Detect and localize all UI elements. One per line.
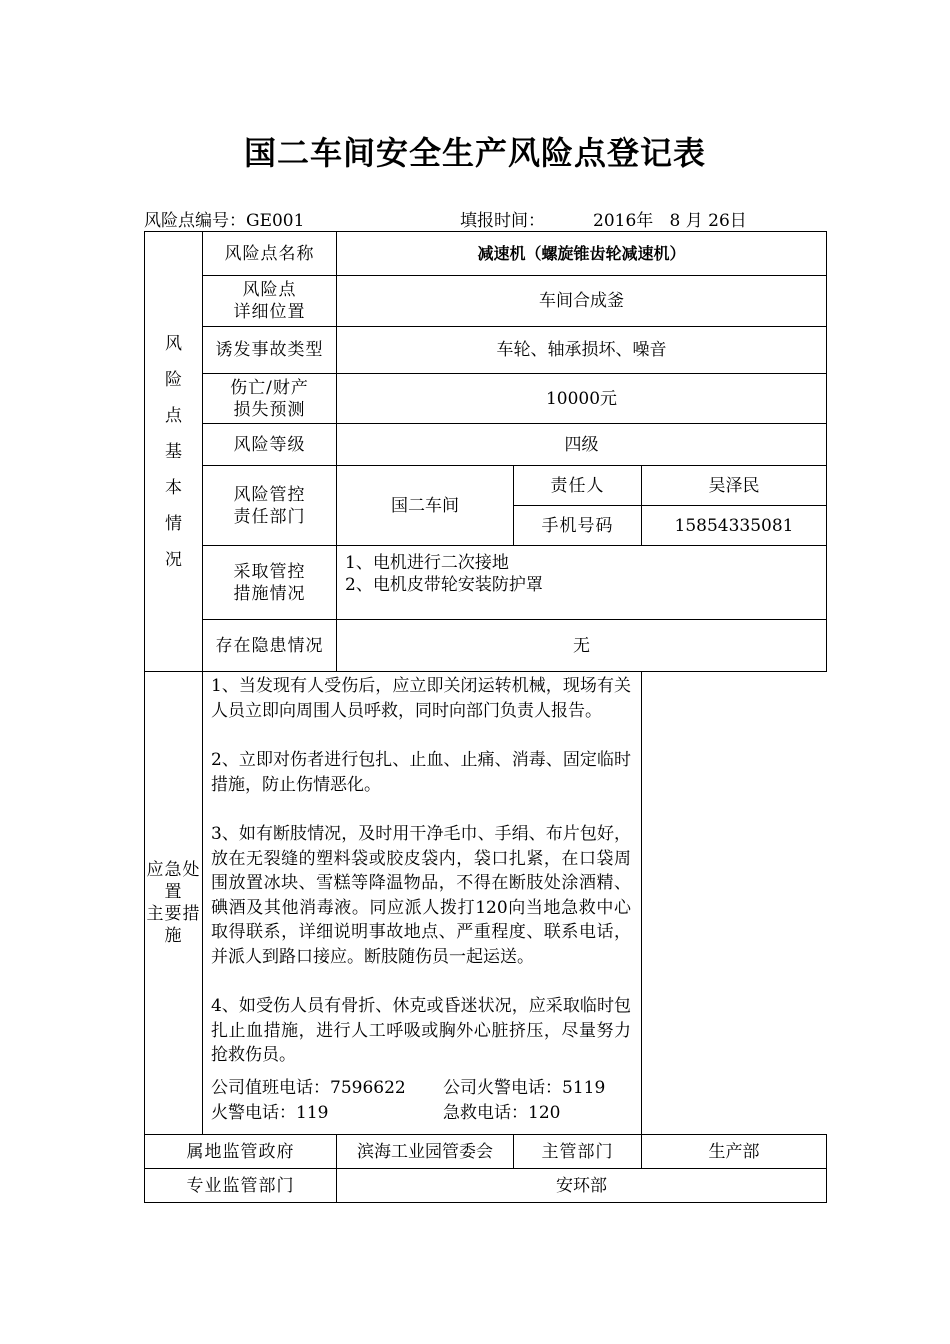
phone-label: 手机号码 (514, 506, 642, 546)
row-loss (145, 374, 827, 424)
dept-label: 风险管控 责任部门 (203, 466, 337, 546)
emergency-phones (211, 1076, 631, 1126)
accident-type-value: 车轮、轴承损坏、噪音 (337, 327, 827, 374)
location-value: 车间合成釜 (337, 276, 827, 327)
person-label: 责任人 (514, 466, 642, 506)
row-emergency (145, 672, 827, 1135)
fill-year: 2016年 (593, 211, 654, 231)
page-title: 国二车间安全生产风险点登记表 (243, 134, 706, 172)
fill-time-label: 填报时间： (460, 211, 545, 231)
phone-duty: 公司值班电话：7596622 (211, 1077, 406, 1098)
measure-item: 2、电机皮带轮安装防护罩 (345, 575, 543, 595)
fill-month: 8 月 (669, 211, 703, 231)
row-location (145, 276, 827, 327)
row-gov (145, 1135, 827, 1169)
row-hazard (145, 620, 827, 672)
loss-label: 伤亡/财产 损失预测 (203, 374, 337, 424)
emergency-label: 应急处置 主要措施 (145, 672, 203, 1135)
accident-type-label: 诱发事故类型 (203, 327, 337, 374)
gov-label: 属地监管政府 (145, 1135, 337, 1169)
row-risk-name (145, 232, 827, 276)
row-dept-person (145, 466, 827, 506)
measures-value (337, 546, 827, 620)
gov-value: 滨海工业园管委会 (337, 1135, 514, 1169)
risk-register-table (144, 231, 827, 1203)
measures-label: 采取管控 措施情况 (203, 546, 337, 620)
special-dept-value: 安环部 (337, 1169, 827, 1203)
row-measures (145, 546, 827, 620)
side-label-basic-info: 风 险 点 基 本 情 况 (145, 232, 203, 672)
risk-code (144, 206, 304, 231)
emergency-measures (203, 672, 642, 1135)
fill-date (593, 206, 747, 231)
risk-name-label: 风险点名称 (203, 232, 337, 276)
risk-code-value: GE001 (246, 211, 305, 231)
loss-value: 10000元 (337, 374, 827, 424)
emergency-paragraph: 1、当发现有人受伤后，应立即关闭运转机械，现场有关人员立即向周围人员呼救，同时向部门负责人报告。 (211, 676, 631, 721)
risk-name-value: 减速机（螺旋锥齿轮减速机） (337, 232, 827, 276)
measure-item: 1、电机进行二次接地 (345, 553, 509, 573)
dept-value: 国二车间 (337, 466, 514, 546)
phone-fire: 火警电话：119 (211, 1102, 329, 1123)
hazard-value: 无 (337, 620, 827, 672)
emergency-paragraph: 2、立即对伤者进行包扎、止血、止痛、消毒、固定临时措施，防止伤情恶化。 (211, 750, 631, 795)
person-value: 吴泽民 (642, 466, 827, 506)
phone-fire-company: 公司火警电话：5119 (443, 1077, 606, 1098)
risk-code-label: 风险点编号： (144, 211, 246, 231)
phone-ambulance: 急救电话：120 (443, 1102, 561, 1123)
emergency-paragraph: 3、如有断肢情况，及时用干净毛巾、手绢、布片包好，放在无裂缝的塑料袋或胶皮袋内，袋口扎紧，在口袋周围放置冰块、雪糕等降温物品，不得在断肢处涂酒精、碘酒及其他消毒液。同应派人拨打120向当地急救中心取得联系，详细说明事故地点、严重程度、联系电话，并派人到路口接应。断肢随伤员一起运送。 (211, 824, 631, 967)
hazard-label: 存在隐患情况 (203, 620, 337, 672)
fill-day: 26日 (708, 211, 747, 231)
emergency-paragraph: 4、如受伤人员有骨折、休克或昏迷状况，应采取临时包扎止血措施，进行人工呼吸或胸外心脏挤压，尽量努力抢救伤员。 (211, 996, 631, 1065)
row-level (145, 424, 827, 466)
level-label: 风险等级 (203, 424, 337, 466)
row-special-dept (145, 1169, 827, 1203)
main-dept-label: 主管部门 (514, 1135, 642, 1169)
row-accident-type (145, 327, 827, 374)
phone-value: 15854335081 (642, 506, 827, 546)
main-dept-value: 生产部 (642, 1135, 827, 1169)
level-value: 四级 (337, 424, 827, 466)
location-label: 风险点 详细位置 (203, 276, 337, 327)
special-dept-label: 专业监管部门 (145, 1169, 337, 1203)
